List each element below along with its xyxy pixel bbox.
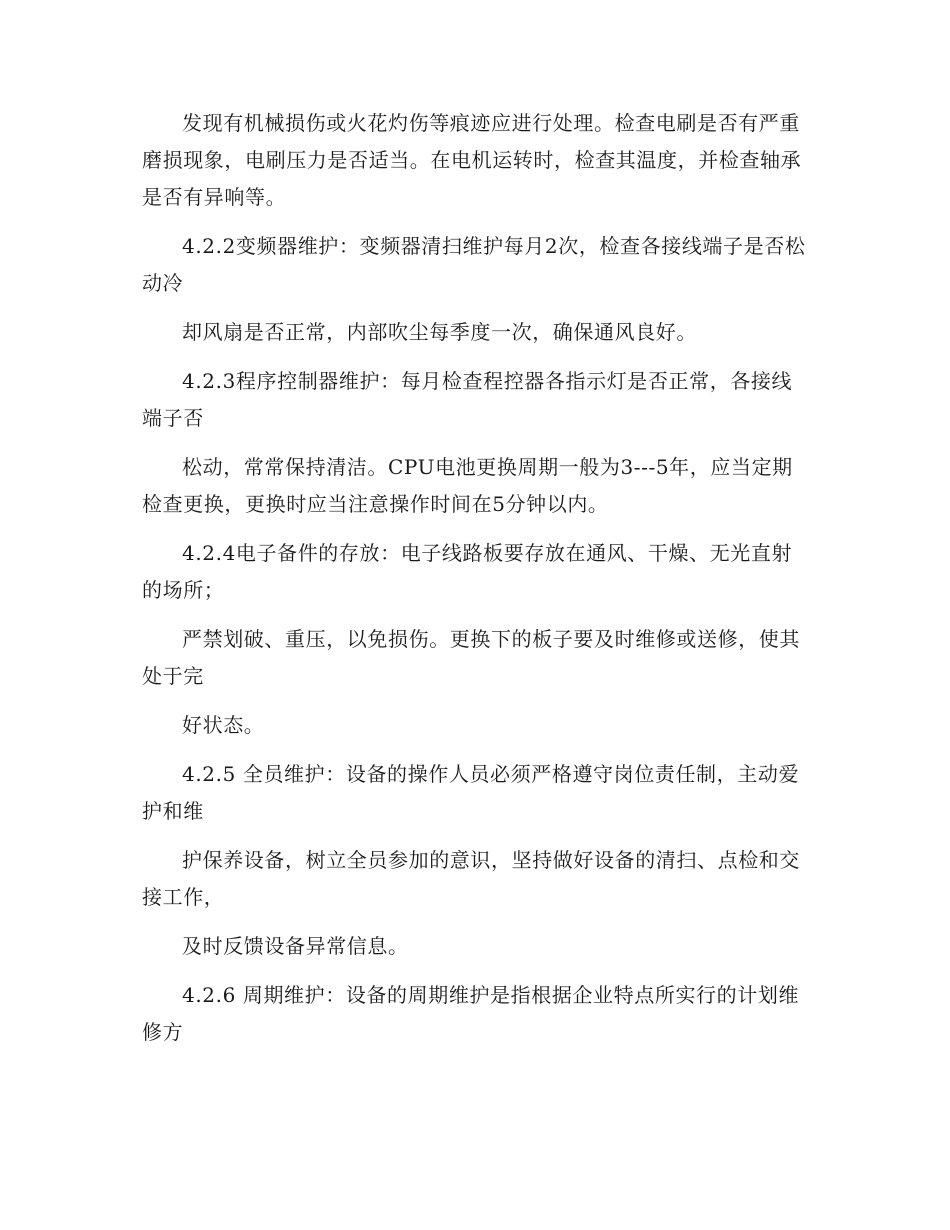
paragraph: 护保养设备，树立全员参加的意识，坚持做好设备的清扫、点检和交接工作， bbox=[142, 848, 800, 909]
paragraph: 严禁划破、重压，以免损伤。更换下的板子要及时维修或送修，使其处于完 bbox=[142, 627, 800, 688]
paragraph: 4.2.2变频器维护：变频器清扫维护每月2次，检查各接线端子是否松动冷 bbox=[142, 234, 806, 295]
paragraph: 4.2.6 周期维护：设备的周期维护是指根据企业特点所实行的计划维修方 bbox=[142, 983, 800, 1044]
paragraph: 及时反馈设备异常信息。 bbox=[182, 934, 409, 958]
paragraph: 4.2.3程序控制器维护：每月检查程控器各指示灯是否正常，各接线端子否 bbox=[142, 369, 793, 430]
paragraph: 好状态。 bbox=[182, 713, 265, 737]
paragraph: 发现有机械损伤或火花灼伤等痕迹应进行处理。检查电刷是否有严重磨损现象，电刷压力是否适当。在电机运转时，检查其温度，并检查轴承是否有异响等。 bbox=[142, 111, 802, 209]
paragraph: 4.2.5 全员维护：设备的操作人员必须严格遵守岗位责任制，主动爱护和维 bbox=[142, 762, 800, 823]
paragraph: 却风扇是否正常，内部吹尘每季度一次，确保通风良好。 bbox=[182, 320, 697, 344]
document-body bbox=[142, 105, 812, 1063]
paragraph: 松动，常常保持清洁。CPU电池更换周期一般为3---5年，应当定期检查更换，更换时应当注意操作时间在5分钟以内。 bbox=[142, 455, 793, 516]
paragraph: 4.2.4电子备件的存放：电子线路板要存放在通风、干燥、无光直射的场所； bbox=[142, 541, 793, 602]
